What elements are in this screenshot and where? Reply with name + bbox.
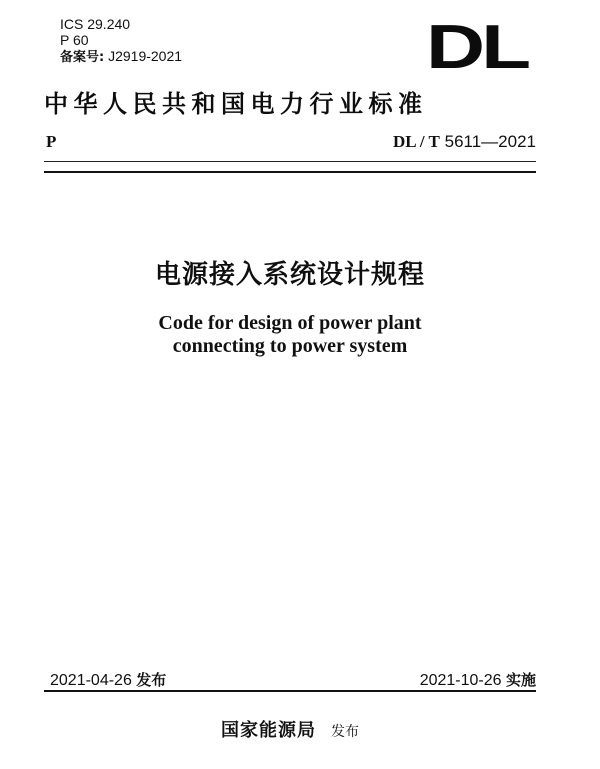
filing-line <box>60 48 182 66</box>
effective-date: 2021-10-26 <box>419 672 502 689</box>
class-code: P 60 <box>60 32 89 48</box>
meta-block <box>60 16 182 66</box>
header-rule-thick <box>44 171 536 173</box>
filing-label: 备案号: <box>60 50 105 65</box>
document-title-cn: 电源接入系统设计规程 <box>154 260 425 290</box>
filing-number: J2919-2021 <box>108 48 183 64</box>
publish-label: 发布 <box>331 724 360 740</box>
publisher-name: 国家能源局 <box>220 720 316 741</box>
title-en-line-1: Code for design of power plant <box>158 312 422 334</box>
standard-series-title: 中华人民共和国电力行业标准 <box>44 89 428 118</box>
issue-date: 2021-04-26 <box>50 672 132 689</box>
dl-logo: DL <box>426 13 528 82</box>
header-rule-thin <box>44 161 536 162</box>
issue-date-block <box>50 669 166 690</box>
publisher-line <box>0 716 580 742</box>
issue-label: 发布 <box>136 671 167 689</box>
standard-num: 5611—2021 <box>444 132 536 151</box>
category-letter: P <box>46 132 57 151</box>
title-en-line-2: connecting to power system <box>172 335 408 357</box>
ics-code: ICS 29.240 <box>60 16 131 32</box>
footer-rule <box>44 690 536 692</box>
standard-number <box>393 132 536 152</box>
effective-date-block <box>420 669 536 690</box>
effective-label: 实施 <box>505 671 536 689</box>
document-title-en <box>0 312 580 358</box>
standard-code: DL / T <box>392 132 440 151</box>
